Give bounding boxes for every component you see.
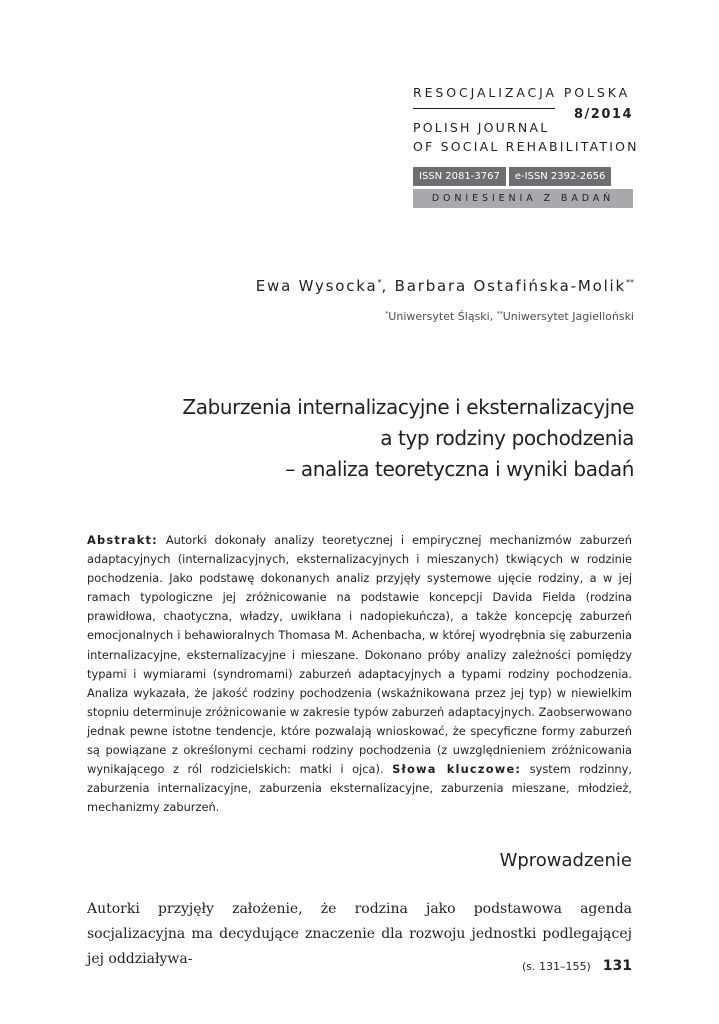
abstract-label: Abstrakt: — [87, 533, 158, 547]
authors — [256, 277, 634, 295]
affiliations — [385, 310, 634, 323]
journal-title-en-line1: POLISH JOURNAL — [413, 120, 550, 135]
section-badge: DONIESIENIA Z BADAŃ — [413, 189, 633, 208]
author-separator: , — [381, 277, 395, 295]
journal-title-en-line2: OF SOCIAL REHABILITATION — [413, 139, 639, 154]
title-line-1: Zaburzenia internalizacyjne i eksternalizacyjne — [182, 395, 634, 419]
title-line-2: a typ rodziny pochodzenia — [380, 426, 634, 450]
body-paragraph: Autorki przyjęły założenie, że rodzina jako podstawowa agenda socjalizacyjna ma decydujące znaczenie dla rozwoju jednostki podlegającej jej oddziaływa- — [87, 901, 632, 967]
journal-issue: 8/2014 — [574, 107, 633, 122]
section-heading: Wprowadzenie — [499, 850, 632, 871]
article-title — [74, 392, 634, 485]
journal-divider — [413, 108, 555, 109]
eissn-badge: e-ISSN 2392-2656 — [509, 167, 612, 186]
author-1: Ewa Wysocka — [255, 277, 378, 295]
abstract-text: Autorki dokonały analizy teoretycznej i empirycznej mechanizmów zaburzeń adaptacyjnych (internalizacyjnych, eksternalizacyjnych i mieszanych) tkwiących w rodzinie pochodzenia. Jako podstawę dokonanych analiz przyjęły systemowe ujęcie rodziny, a w jej ramach typologiczne jej zróżnicowanie na podstawie koncepcji Davida Fielda (rodzina prawidłowa, chaotyczna, władzy, uwikłana i nadopiekuńcza), a także koncepcję zaburzeń emocjonalnych i behawioralnych Thomasa M. Achenbacha, w której wyodrębnia się zaburzenia internalizacyjne, eksternalizacyjne i mieszane. Dokonano próby analizy zależności pomiędzy typami i wymiarami (syndromami) zaburzeń adaptacyjnych a typami rodziny pochodzenia. Analiza wykazała, że jakość rodziny pochodzenia (wskaźnikowana przez jej typ) w niewielkim stopniu determinuje zróżnicowanie w zakresie typów zaburzeń adaptacyjnych. Zaobserwowano jednak pewne istotne tendencje, które pozwalają wnioskować, że specyficzne formy zaburzeń są powiązane z określonymi cechami rodziny pochodzenia (z uwzględnieniem zróżnicowania wynikającego z ról rodzicielskich: matki i ojca). — [87, 533, 632, 777]
keywords-text: system rodzinny, zaburzenia internalizacyjne, zaburzenia eksternalizacyjne, zaburzenia mieszane, młodzież, mechanizmy zaburzeń. — [87, 762, 632, 815]
journal-title-pl: RESOCJALIZACJA POLSKA — [413, 85, 631, 100]
author-2-mark: ** — [626, 278, 634, 287]
page-footer — [522, 958, 632, 974]
author-1-mark: * — [377, 278, 382, 287]
affiliation-1-mark: * — [385, 310, 389, 318]
abstract — [87, 531, 632, 817]
issn-badge: ISSN 2081-3767 — [413, 167, 506, 186]
page-range: (s. 131–155) — [521, 960, 591, 973]
affiliation-1: Uniwersytet Śląski, — [388, 310, 497, 323]
title-line-3: – analiza teoretyczna i wyniki badań — [285, 457, 634, 481]
journal-header — [413, 85, 639, 204]
affiliation-2: Uniwersytet Jagielloński — [502, 310, 634, 323]
affiliation-2-mark: ** — [496, 310, 503, 318]
journal-title-en — [413, 118, 639, 156]
issn-row — [413, 167, 611, 186]
keywords-label: Słowa kluczowe: — [392, 762, 522, 777]
page-number: 131 — [602, 958, 632, 974]
author-2: Barbara Ostafińska-Molik — [394, 277, 626, 295]
